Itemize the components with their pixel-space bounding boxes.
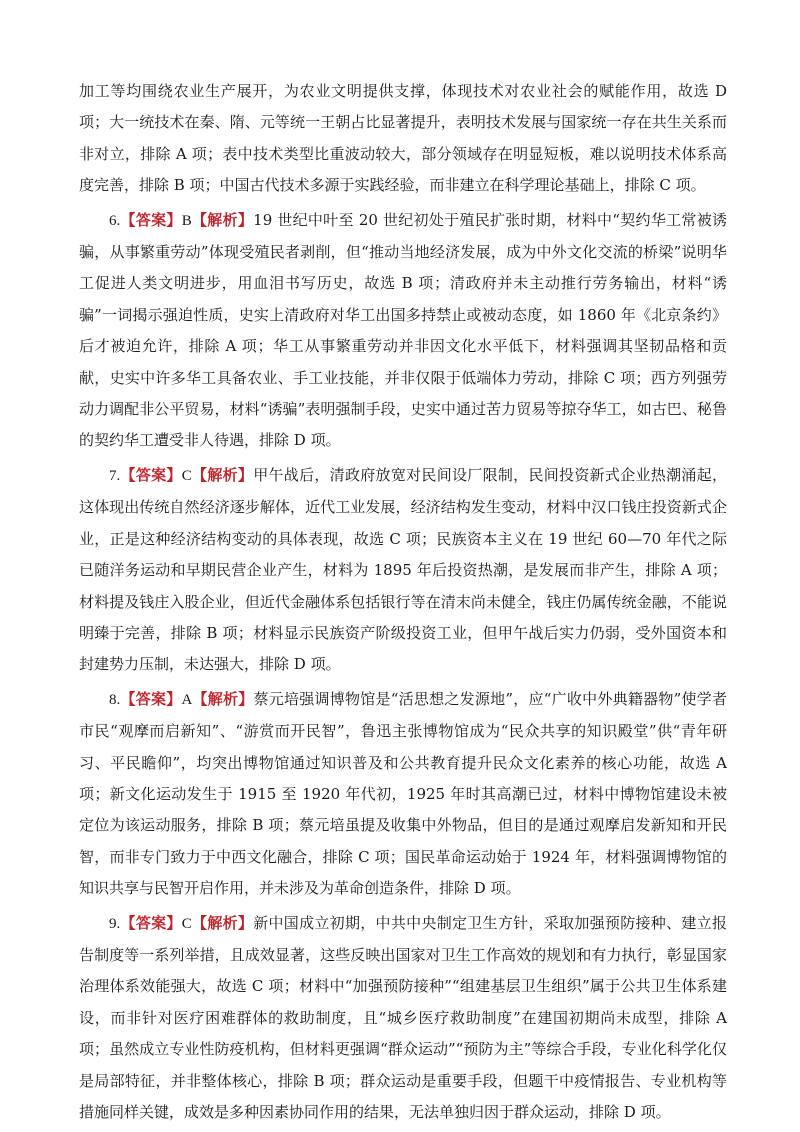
analysis-label: 【解析】 <box>192 689 254 708</box>
question-number: 9. <box>109 915 121 932</box>
question-number: 7. <box>109 467 121 484</box>
answer-choice: C <box>181 915 192 932</box>
analysis-text: 19 世纪中叶至 20 世纪初处于殖民扩张时期，材料中“契约华工常被诱骗，从事繁重劳动”体现受殖民者剥削，但“推动当地经济发展，成为中外文化交流的桥梁”说明华工促进人类文明进步，用血泪书写历史，故选 B 项；清政府并未主动推行劳务输出，材料“诱骗”一词揭示强迫性质，史实上清政府对华工出国多持禁止或被动态度，如 1860 年《北京条约》后才被迫允许，排除 A 项；华工从事繁重劳动并非因文化水平低下，材料强调其坚韧品格和贡献，史实中许多华工具备农业、手工业技能，并非仅限于低端体力劳动，排除 C 项；西方列强劳动力调配非公平贸易，材料“诱骗”表明强制手段，史实中通过苦力贸易等掠夺华工，如古巴、秘鲁的契约华工遭受非人待遇，排除 D 项。 <box>79 210 727 450</box>
previous-question-continuation: 加工等均围绕农业生产展开，为农业文明提供支撑，体现技术对农业社会的赋能作用，故选 D 项；大一统技术在秦、隋、元等统一王朝占比显著提升，表明技术发展与国家统一存在共生关系而非对立，排除 A 项；表中技术类型比重波动较大，部分领域存在明显短板，难以说明技术体系高度完善，排除 B 项；中国古代技术多源于实践经验，而非建立在科学理论基础上，排除 C 项。 <box>79 82 727 195</box>
question-6-explanation <box>79 205 727 457</box>
analysis-text: 新中国成立初期，中共中央制定卫生方针，采取加强预防接种、建立报告制度等一系列举措，且成效显著，这些反映出国家对卫生工作高效的规划和有力执行，彰显国家治理体系效能强大，故选 C 项；材料中“加强预防接种”“组建基层卫生组织”属于公共卫生体系建设，而非针对医疗困难群体的救助制度，且“城乡医疗救助制度”在建国初期尚未成型，排除 A 项；虽然成立专业性防疫机构，但材料更强调“群众运动”“预防为主”等综合手段，专业化科学化仅是局部特征，并非整体核心，排除 B 项；群众运动是重要手段，但题干中疫情报告、专业机构等措施同样关键，成效是多种因素协同作用的结果，无法单独归因于群众运动，排除 D 项。 <box>79 913 727 1121</box>
answer-label: 【答案】 <box>120 913 182 932</box>
question-9-explanation <box>79 908 727 1129</box>
analysis-text: 蔡元培强调博物馆是“活思想之发源地”，应“广收中外典籍器物”使学者市民“观摩而启新知”、“游赏而开民智”，鲁迅主张博物馆成为“民众共享的知识殿堂”供“青年研习、平民瞻仰”，均突出博物馆通过知识普及和公共教育提升民众文化素养的核心功能，故选 A 项；新文化运动发生于 1915 至 1920 年代初，1925 年时其高潮已过，材料中博物馆建设未被定位为该运动服务，排除 B 项；蔡元培虽提及收集中外物品，但目的是通过观摩启发新知和开民智，而非专门致力于中西文化融合，排除 C 项；国民革命运动始于 1924 年，材料强调博物馆的知识共享与民智开启作用，并未涉及为革命创造条件，排除 D 项。 <box>79 689 727 898</box>
answer-choice: A <box>181 691 193 708</box>
answer-choice: C <box>181 467 192 484</box>
question-8-explanation <box>79 684 727 905</box>
question-7-explanation <box>79 460 727 681</box>
analysis-text: 甲午战后，清政府放宽对民间设厂限制，民间投资新式企业热潮涌起，这体现出传统自然经济逐步解体，近代工业发展，经济结构发生变动，材料中汉口钱庄投资新式企业，正是这种经济结构变动的具体表现，故选 C 项；民族资本主义在 19 世纪 60—70 年代之际已随洋务运动和早期民营企业产生，材料为 1895 年后投资热潮，是发展而非产生，排除 A 项；材料提及钱庄入股企业，但近代金融体系包括银行等在清末尚未健全，钱庄仍属传统金融，不能说明臻于完善，排除 B 项；材料显示民族资产阶级投资工业，但甲午战后实力仍弱，受外国资本和封建势力压制，未达强大，排除 D 项。 <box>79 465 727 674</box>
answer-choice: B <box>181 212 192 229</box>
analysis-label: 【解析】 <box>191 913 254 932</box>
answer-label: 【答案】 <box>120 465 182 484</box>
answer-label: 【答案】 <box>120 689 182 708</box>
answer-label: 【答案】 <box>120 210 182 229</box>
question-number: 8. <box>109 691 121 708</box>
analysis-label: 【解析】 <box>191 465 254 484</box>
analysis-label: 【解析】 <box>191 210 254 229</box>
answer-explanation-page <box>79 76 727 1128</box>
question-number: 6. <box>109 212 121 229</box>
